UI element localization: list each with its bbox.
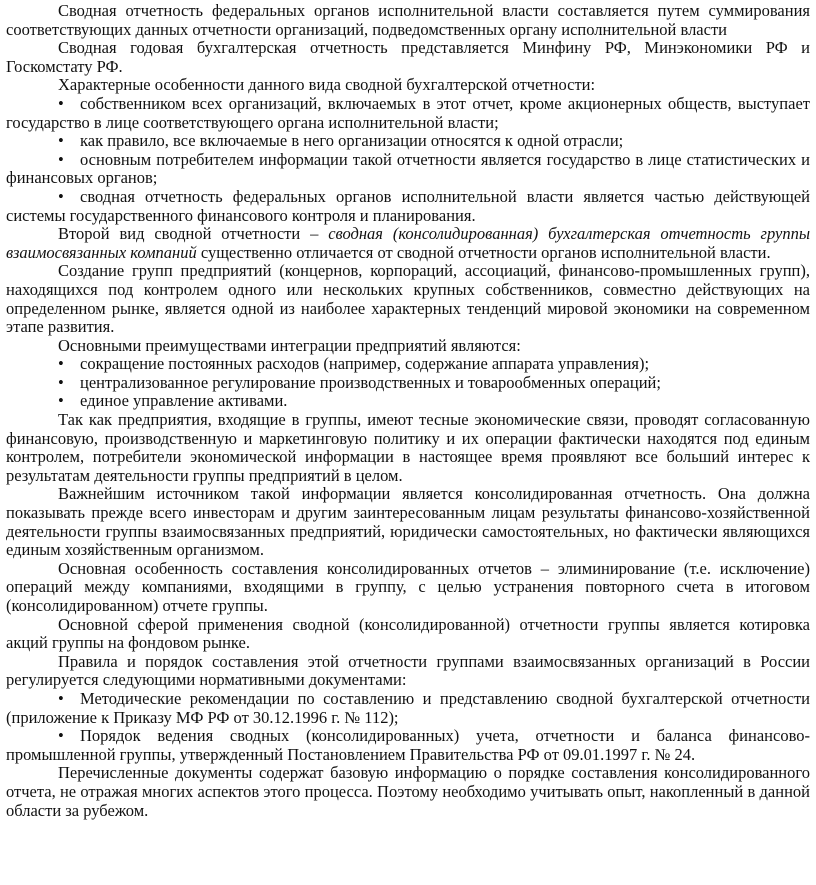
paragraph xyxy=(6,225,810,262)
paragraph: Сводная годовая бухгалтерская отчетность представляется Минфину РФ, Минэкономики РФ и Госкомстату РФ. xyxy=(6,38,810,76)
bullet-icon: • xyxy=(58,354,64,374)
paragraph-text: существенно отличается от сводной отчетности органов исполнительной власти. xyxy=(196,242,771,262)
bullet-text: единое управление активами. xyxy=(80,391,288,411)
bullet-text: сокращение постоянных расходов (например, содержание аппарата управления); xyxy=(80,354,650,374)
paragraph: Основная особенность составления консолидированных отчетов – элиминирование (т.е. исключение) операций между компаниями, входящими в группу, с целью устранения повторного счета в итоговом (консолидированном) отчете группы. xyxy=(6,558,810,615)
bullet-text: как правило, все включаемые в него организации относятся к одной отрасли; xyxy=(80,131,624,151)
paragraph: Правила и порядок составления этой отчетности группами взаимосвязанных организаций в России регулируется следующими нормативными документами: xyxy=(6,651,810,690)
bullet-item xyxy=(6,690,810,727)
bullet-icon: • xyxy=(58,149,64,169)
bullet-text: централизованное регулирование производственных и товарообменных операций; xyxy=(80,372,661,392)
bullet-text: сводная отчетность федеральных органов исполнительной власти является частью действующей системы государственного финансового контроля и планирования. xyxy=(6,186,810,225)
bullet-text: Методические рекомендации по составлению и представлению сводной бухгалтерской отчетности (приложение к Приказу МФ РФ от 30.12.1996 г. № 112); xyxy=(6,688,810,727)
bullet-item xyxy=(6,727,810,764)
paragraph: Так как предприятия, входящие в группы, имеют тесные экономические связи, проводят согласованную финансовую, производственную и маркетинговую политику и их операции фактически находятся под единым контролем, потребители экономической информации в настоящее время проявляют все больший интерес к результатам деятельности группы предприятий в целом. xyxy=(6,410,810,485)
paragraph: Важнейшим источником такой информации является консолидированная отчетность. Она должна показывать прежде всего инвесторам и другим заинтересованным лицам результаты финансово-хозяйственной деятельности группы взаимосвязанных предприятий, юридически самостоятельных, но фактически являющихся единым хозяйственным организмом. xyxy=(6,484,810,560)
bullet-item xyxy=(6,151,810,188)
bullet-text: собственником всех организаций, включаемых в этот отчет, кроме акционерных обществ, выступает государство в лице соответствующего органа исполнительной власти; xyxy=(6,93,810,132)
bullet-text: основным потребителем информации такой отчетности является государство в лице статистических и финансовых органов; xyxy=(6,149,810,188)
bullet-item xyxy=(6,355,810,374)
paragraph: Создание групп предприятий (концернов, корпораций, ассоциаций, финансово-промышленных групп), находящихся под контролем одного или нескольких крупных собственников, совместно действующих на определенном рынке, является одной из наиболее характерных тенденций мировой экономики на современном этапе развития. xyxy=(6,261,810,337)
paragraph: Основной сферой применения сводной (консолидированной) отчетности группы является котировка акций группы на фондовом рынке. xyxy=(6,614,810,653)
paragraph-text: Второй вид сводной отчетности – xyxy=(58,224,329,244)
bullet-item xyxy=(6,95,810,132)
paragraph: Основными преимуществами интеграции предприятий являются: xyxy=(58,335,521,355)
bullet-item xyxy=(6,132,810,151)
paragraph: Сводная отчетность федеральных органов исполнительной власти составляется путем суммирования соответствующих данных отчетности организаций, подведомственных органу исполнительной власти xyxy=(6,1,810,39)
bullet-item xyxy=(6,392,810,411)
paragraph: Характерные особенности данного вида сводной бухгалтерской отчетности: xyxy=(58,75,596,95)
bullet-item xyxy=(6,188,810,225)
bullet-text: Порядок ведения сводных (консолидированных) учета, отчетности и баланса финансово-промышленной группы, утвержденный Постановлением Правительства РФ от 09.01.1997 г. № 24. xyxy=(6,726,810,764)
bullet-icon: • xyxy=(58,131,64,151)
bullet-icon: • xyxy=(58,93,64,113)
bullet-icon: • xyxy=(58,726,64,746)
emphasized-term: сводная (консолидированная) бухгалтерская отчетность группы взаимосвязанных компаний xyxy=(6,224,810,262)
paragraph: Перечисленные документы содержат базовую информацию о порядке составления консолидированного отчета, не отражая многих аспектов этого процесса. Поэтому необходимо учитывать опыт, накопленный в данной области за рубежом. xyxy=(6,763,810,820)
bullet-icon: • xyxy=(58,391,64,411)
bullet-item xyxy=(6,374,810,393)
bullet-icon: • xyxy=(58,186,64,206)
bullet-icon: • xyxy=(58,688,64,708)
bullet-icon: • xyxy=(58,372,64,392)
